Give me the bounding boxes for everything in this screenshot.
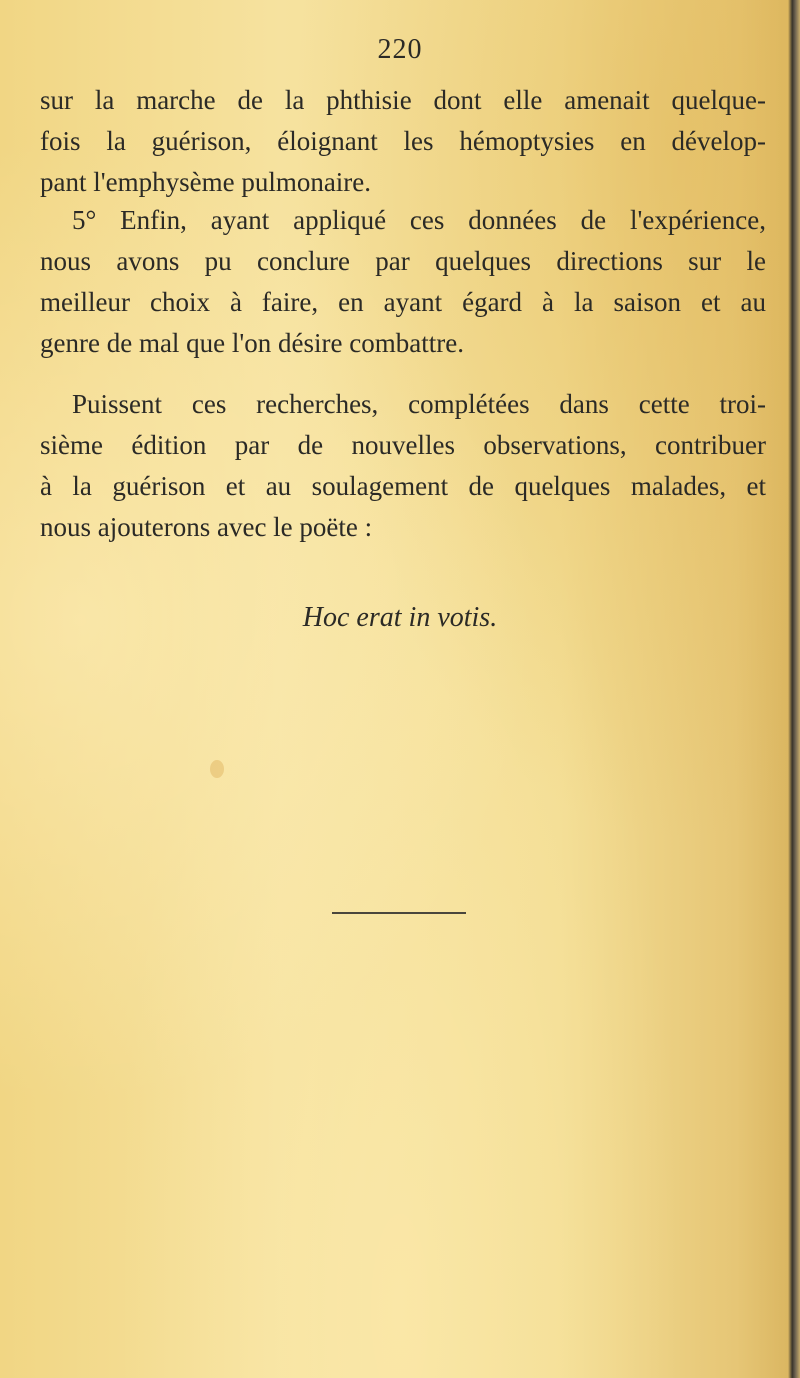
page-number: 220	[377, 34, 423, 65]
closing-motto: Hoc erat in votis.	[302, 602, 498, 633]
text-line: sième édition par de nouvelles observations, contribuer	[40, 430, 766, 460]
text-line: 5° Enfin, ayant appliqué ces données de l'expérience,	[72, 205, 766, 235]
text-line: pant l'emphysème pulmonaire.	[40, 167, 372, 197]
paragraph-2	[40, 200, 766, 364]
paragraph-1	[40, 80, 766, 203]
text-line: genre de mal que l'on désire combattre.	[40, 328, 464, 358]
text-line: nous avons pu conclure par quelques directions sur le	[40, 246, 766, 276]
paragraph-3	[40, 384, 766, 548]
text-line: sur la marche de la phthisie dont elle amenait quelque-	[40, 85, 766, 115]
text-line: nous ajouterons avec le poëte :	[40, 512, 373, 542]
paper-stain	[210, 760, 224, 778]
text-line: à la guérison et au soulagement de quelques malades, et	[40, 471, 766, 501]
text-line: meilleur choix à faire, en ayant égard à la saison et au	[40, 287, 766, 317]
book-page-edge	[788, 0, 800, 1378]
text-line: fois la guérison, éloignant les hémoptysies en dévelop-	[40, 126, 766, 156]
text-line: Puissent ces recherches, complétées dans cette troi-	[72, 389, 766, 419]
section-divider	[332, 912, 466, 914]
